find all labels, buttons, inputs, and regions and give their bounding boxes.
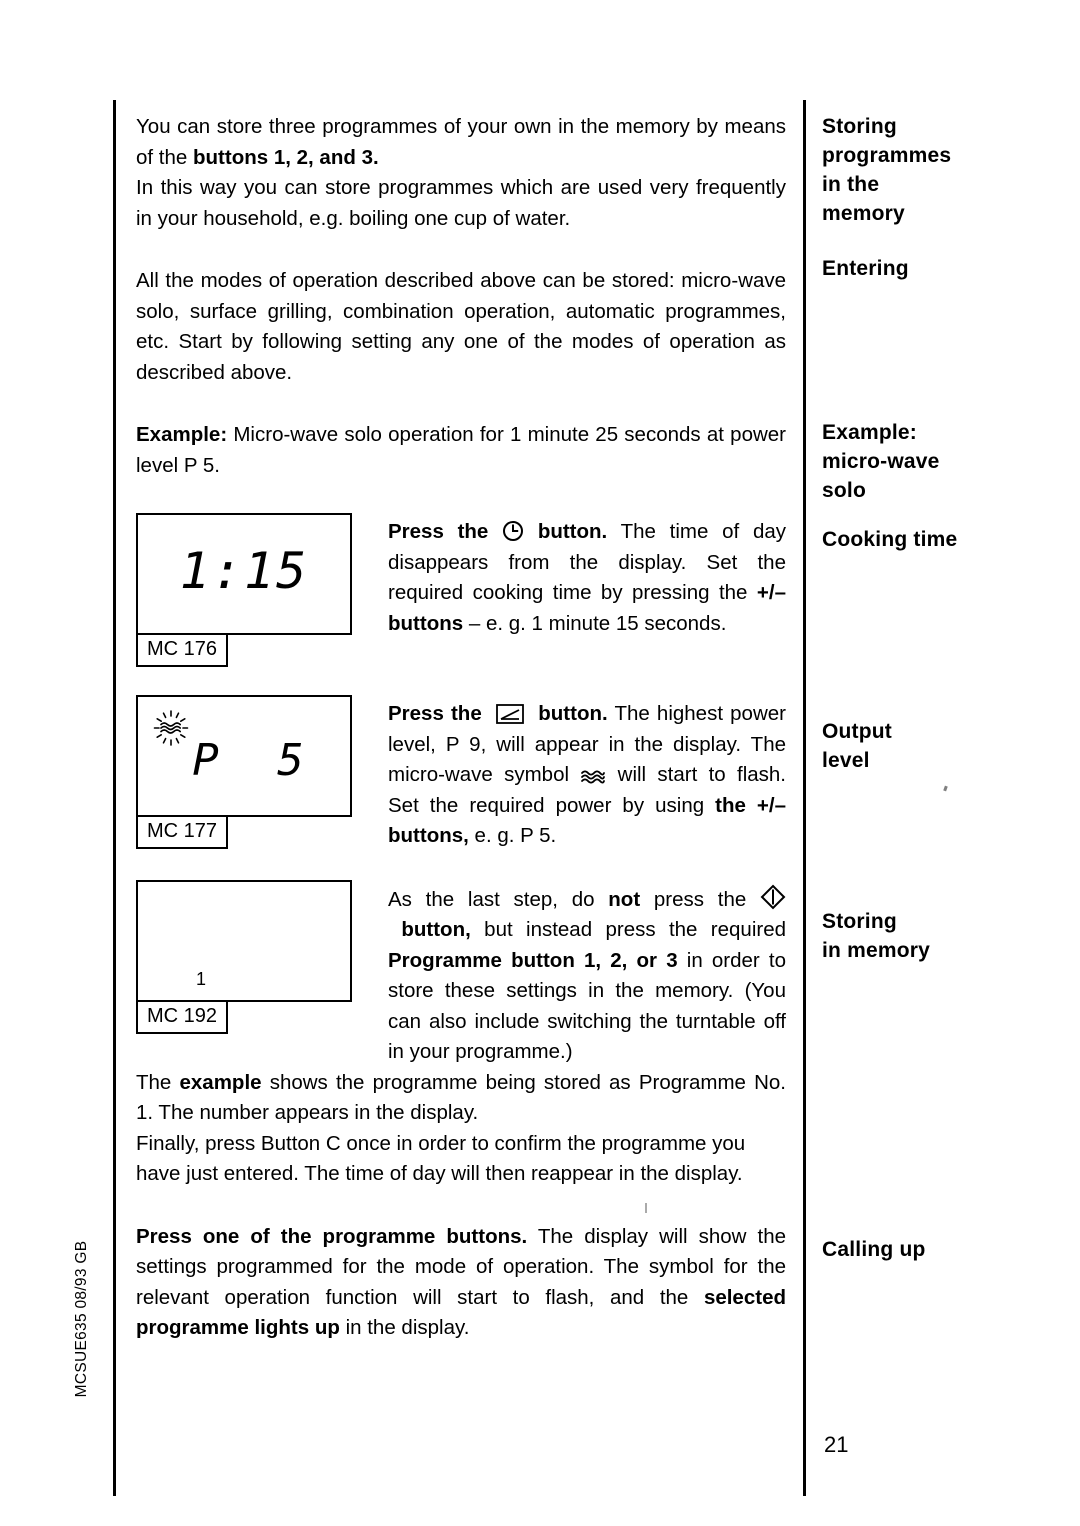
example-text: Micro-wave solo operation for 1 minute 25 seconds at power level P 5. [136, 423, 786, 477]
start-button-icon [760, 884, 786, 910]
power-level-icon [496, 704, 524, 724]
figure-text-1a: The time of day disappears from the display. Set the required cooking time by pressing the [388, 520, 786, 604]
lcd-display-mc176 [136, 513, 352, 635]
paragraph-modes: All the modes of operation described above can be stored: micro-wave solo, surface grilling, combination operation, automatic programmes, etc. Start by following setting any one of the modes of operation as described above. [136, 269, 786, 384]
margin-heading: Output level [822, 720, 893, 772]
not-label: not [608, 887, 641, 911]
lcd-value-power: P 5 [192, 735, 320, 786]
figure-text-3b: press the [640, 887, 761, 911]
scan-speck [645, 1203, 647, 1213]
margin-heading: Example: micro-wave solo [822, 421, 940, 502]
intro-bold-buttons: buttons 1, 2, and 3. [193, 145, 379, 169]
intro-text-1: You can store three programmes of your own in the memory by means of the [136, 115, 786, 169]
calling-up-text-2: in the display. [339, 1316, 470, 1339]
figure-text-3c: but instead press the required [470, 918, 787, 941]
figure-caption-mc192: MC 192 [136, 1000, 228, 1034]
press-the-label-2: Press the [388, 702, 482, 725]
main-text-column [136, 112, 786, 1344]
press-the-label-1: Press the [388, 520, 489, 543]
margin-heading: Calling up [822, 1238, 926, 1261]
example-bold: example [179, 1070, 262, 1094]
lcd-value-time: 1:15 [179, 542, 309, 600]
figure-row-cooking-time [136, 513, 786, 667]
figure-text-output-level [356, 695, 786, 852]
programme-button-label: Programme button 1, 2, or 3 [388, 948, 678, 972]
page-number: 21 [824, 1432, 849, 1457]
margin-heading: Entering [822, 257, 909, 280]
figure-caption-mc176: MC 176 [136, 633, 228, 667]
intro-text-2: In this way you can store programmes which are used very frequently in your household, e.g. boiling one cup of water. [136, 176, 786, 230]
figure-text-2a: The highest power level, P 9, will appear in the display. The micro-wave symbol [388, 702, 786, 786]
margin-heading: Storing programmes in the memory [822, 115, 952, 225]
figure-row-storing-memory [136, 880, 786, 1068]
figure-text-1b: – e. g. 1 minute 15 seconds. [463, 611, 727, 635]
button-label-2: button. [538, 702, 608, 725]
margin-heading: Storing in memory [822, 910, 930, 962]
microwave-symbol-icon [580, 767, 606, 785]
figure-text-cooking-time [356, 513, 786, 639]
margin-heading: Cooking time [822, 528, 958, 551]
figure-mc177 [136, 695, 356, 849]
button-label-1: button. [537, 520, 608, 543]
figure-text-3d: in order to store these settings in the memory. (You can also include switching the turntable off in your programme.) [388, 948, 786, 1063]
lcd-display-mc177 [136, 695, 352, 817]
calling-up-text-1: The display will show the settings programmed for the mode of operation. The symbol for the relevant operation function will start to flash, and the [136, 1224, 786, 1309]
figure-text-storing-memory [356, 880, 786, 1068]
scan-speck [943, 786, 948, 792]
example-label: Example: [136, 423, 228, 446]
figure-caption-mc177: MC 177 [136, 815, 228, 849]
paragraph-example-result [136, 1068, 786, 1129]
lcd-display-mc192 [136, 880, 352, 1002]
paragraph-example [136, 420, 786, 481]
figure-text-2c: e. g. P 5. [468, 824, 557, 847]
figure-text-3a: As the last step, do [388, 887, 609, 911]
left-column-rule [113, 100, 116, 1496]
plus-minus-buttons-label-2: the +/– buttons, [388, 793, 787, 847]
calling-up-bold-lead: Press one of the programme buttons. [136, 1224, 528, 1248]
paragraph-intro [136, 112, 786, 234]
button-label-3: button, [401, 918, 471, 941]
example-result-2: shows the programme being stored as Programme No. 1. The number appears in the display. [136, 1070, 786, 1124]
figure-text-2b: will start to flash. Set the required power by using [388, 763, 786, 817]
example-result-1: The [136, 1070, 180, 1094]
paragraph-finally: Finally, press Button C once in order to confirm the programme you have just entered. The time of day will then reappear in the display. [136, 1131, 746, 1185]
figure-mc192 [136, 880, 356, 1034]
figure-mc176 [136, 513, 356, 667]
side-imprint: MCSUE635 08/93 GB [73, 1240, 90, 1398]
paragraph-calling-up [136, 1222, 786, 1344]
right-column-rule [803, 100, 806, 1496]
lcd-value-programme-number: 1 [196, 968, 207, 989]
plus-minus-buttons-label-1: +/– buttons [388, 581, 786, 635]
figure-row-output-level [136, 695, 786, 852]
clock-icon [502, 520, 524, 542]
calling-up-bold-2: selected programme lights up [136, 1285, 786, 1339]
